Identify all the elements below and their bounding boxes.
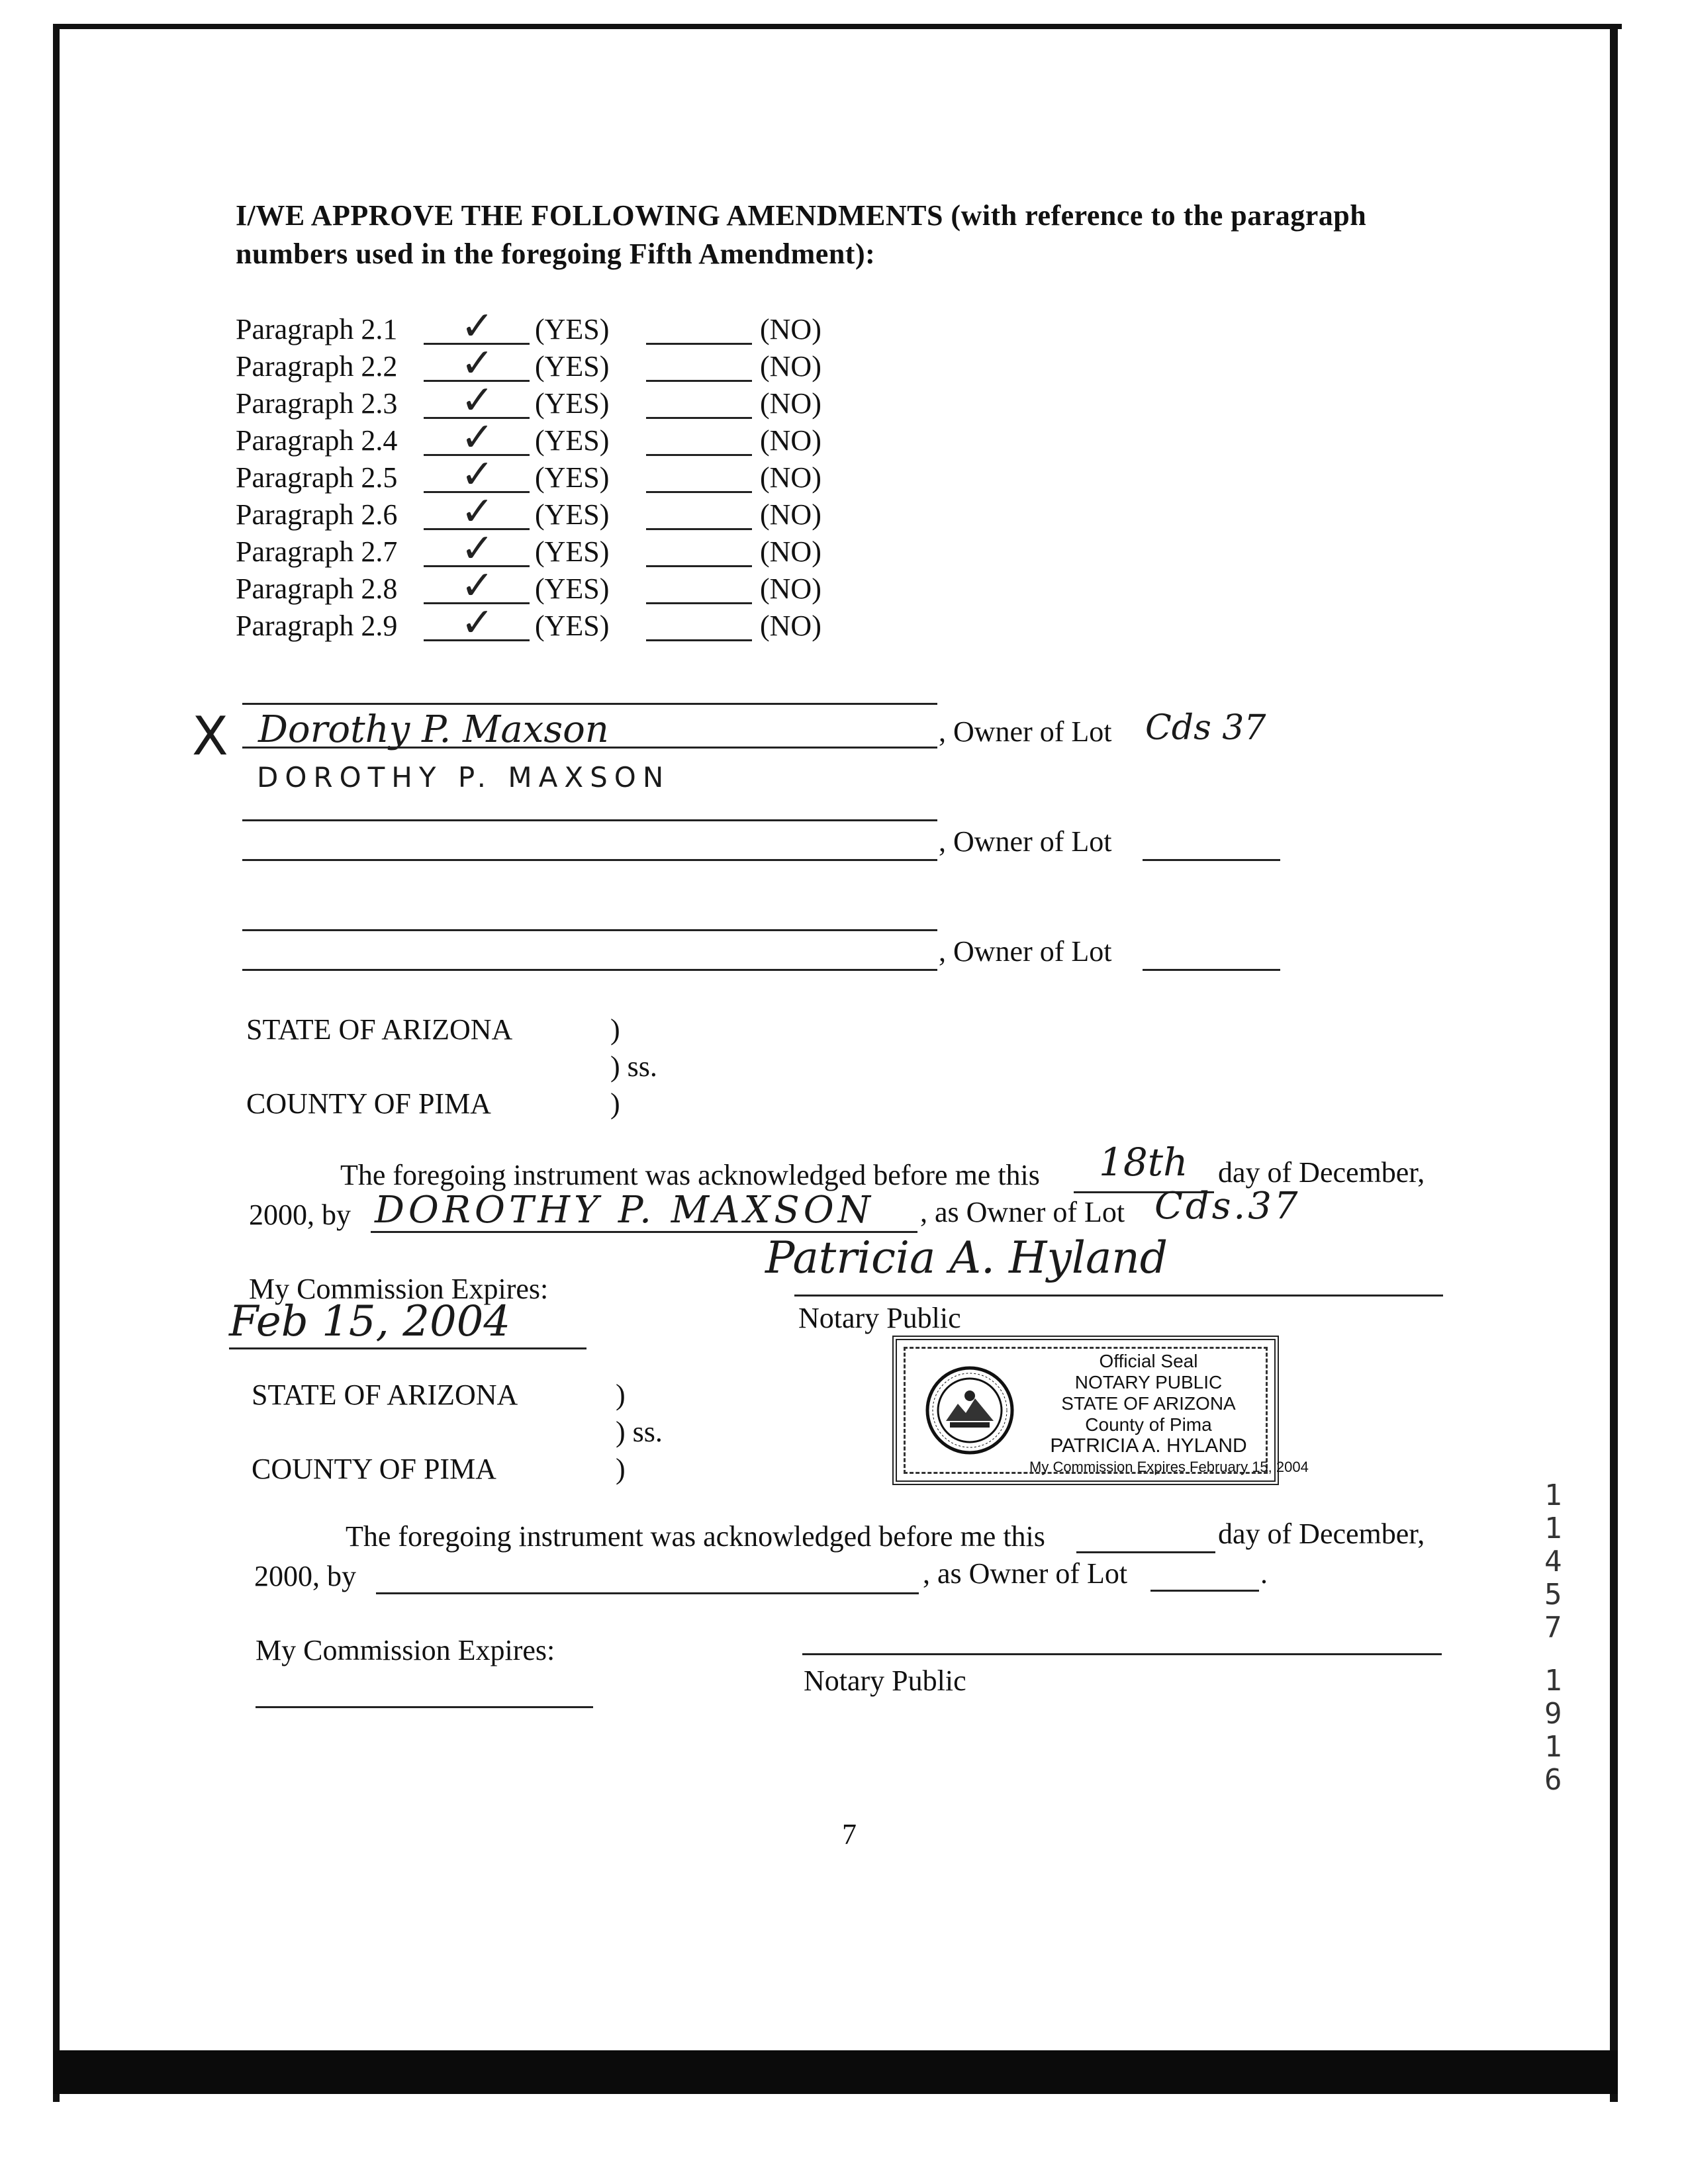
no-blank[interactable] [646, 528, 752, 530]
seal-text [1029, 1351, 1309, 1478]
no-blank[interactable] [646, 454, 752, 456]
owner-lot-blank-2[interactable] [1143, 859, 1280, 861]
check-mark-icon: ✓ [461, 414, 494, 461]
page-border-bottom [53, 2050, 1618, 2094]
side-stamp-digit: 6 [1544, 1763, 1562, 1797]
side-stamp-digit: 1 [1544, 1730, 1562, 1764]
ack1-text-1: The foregoing instrument was acknowledged before me this [340, 1159, 1040, 1191]
ack1-commission-line [229, 1347, 586, 1349]
ack2-text-1: The foregoing instrument was acknowledged before me this [346, 1520, 1045, 1553]
ack1-text-2: day of December, [1218, 1156, 1425, 1189]
ack2-period: . [1260, 1557, 1268, 1590]
ack1-county: COUNTY OF PIMA [246, 1087, 491, 1120]
no-blank[interactable] [646, 380, 752, 382]
no-label: (NO) [760, 313, 821, 345]
check-mark-icon: ✓ [461, 377, 494, 424]
no-label: (NO) [760, 387, 821, 420]
paragraph-label: Paragraph 2.3 [236, 387, 398, 420]
owner-lot-value-1: Cds 37 [1145, 708, 1266, 748]
ack1-paren-bottom: ) [610, 1087, 620, 1120]
ack1-commission-value: Feb 15, 2004 [229, 1297, 511, 1346]
side-stamp-digit: 5 [1544, 1578, 1562, 1612]
seal-line-2: NOTARY PUBLIC [1074, 1372, 1223, 1392]
check-mark-icon: ✓ [461, 525, 494, 572]
ack1-state: STATE OF ARIZONA [246, 1013, 513, 1046]
no-blank[interactable] [646, 602, 752, 604]
check-mark-icon: ✓ [461, 303, 494, 349]
yes-label: (YES) [535, 498, 610, 531]
owner-printed-name-1: DOROTHY P. MAXSON [257, 761, 671, 794]
ack2-paren-top: ) [616, 1379, 626, 1411]
ack2-commission-label: My Commission Expires: [256, 1634, 555, 1666]
check-mark-icon: ✓ [461, 600, 494, 646]
owner-signature-line-2a [242, 819, 937, 821]
ack1-as-owner: , as Owner of Lot [920, 1196, 1125, 1228]
yes-label: (YES) [535, 313, 610, 345]
owner-of-lot-label: , Owner of Lot [939, 825, 1112, 858]
ack1-commission-label: My Commission Expires: [249, 1273, 549, 1305]
ack1-name-value: DOROTHY P. MAXSON [375, 1189, 874, 1232]
no-blank[interactable] [646, 417, 752, 419]
owner-lot-blank-3[interactable] [1143, 969, 1280, 971]
yes-label: (YES) [535, 424, 610, 457]
ack2-year-by: 2000, by [254, 1560, 356, 1592]
page-border-left [53, 24, 60, 2102]
ack2-text-2: day of December, [1218, 1518, 1425, 1550]
ack2-commission-line[interactable] [256, 1706, 593, 1708]
paragraph-label: Paragraph 2.9 [236, 610, 398, 642]
yes-label: (YES) [535, 350, 610, 383]
ack2-ss: ) ss. [616, 1416, 663, 1448]
page-border-top [53, 24, 1622, 29]
seal-line-5: PATRICIA A. HYLAND [1050, 1435, 1247, 1457]
no-label: (NO) [760, 461, 821, 494]
arizona-state-seal-icon [923, 1364, 1016, 1457]
ack1-notary-label: Notary Public [798, 1302, 961, 1334]
ack2-day-blank[interactable] [1076, 1551, 1215, 1553]
paragraph-label: Paragraph 2.5 [236, 461, 398, 494]
heading-line-2: numbers used in the foregoing Fifth Amendment): [236, 238, 876, 270]
no-label: (NO) [760, 610, 821, 642]
no-label: (NO) [760, 498, 821, 531]
yes-label: (YES) [535, 610, 610, 642]
no-label: (NO) [760, 350, 821, 383]
notary-seal-stamp [892, 1336, 1309, 1485]
yes-label: (YES) [535, 461, 610, 494]
side-stamp-digit: 1 [1544, 1664, 1562, 1698]
yes-label: (YES) [535, 387, 610, 420]
ack2-as-owner: , as Owner of Lot [923, 1557, 1128, 1590]
seal-line-1: Official Seal [1099, 1351, 1198, 1371]
no-blank[interactable] [646, 491, 752, 493]
paragraph-label: Paragraph 2.4 [236, 424, 398, 457]
check-mark-icon: ✓ [461, 340, 494, 387]
ack2-paren-bottom: ) [616, 1453, 626, 1485]
seal-line-3: STATE OF ARIZONA [1061, 1393, 1236, 1414]
owner-signature-1: Dorothy P. Maxson [258, 708, 609, 751]
side-stamp-digit: 1 [1544, 1512, 1562, 1545]
owner-signature-line-3[interactable] [242, 969, 937, 971]
yes-label: (YES) [535, 535, 610, 568]
signature-x-mark: X [192, 705, 228, 767]
owner-signature-line-1[interactable] [242, 747, 937, 749]
ack1-notary-signature: Patricia A. Hyland [765, 1232, 1168, 1283]
ack1-lot-value: Cds.37 [1154, 1185, 1301, 1228]
no-blank[interactable] [646, 343, 752, 345]
paragraph-label: Paragraph 2.8 [236, 572, 398, 605]
owner-of-lot-label: , Owner of Lot [939, 715, 1112, 748]
check-mark-icon: ✓ [461, 451, 494, 498]
no-label: (NO) [760, 535, 821, 568]
owner-signature-line-top [242, 703, 937, 705]
no-label: (NO) [760, 424, 821, 457]
ack2-lot-blank[interactable] [1150, 1590, 1259, 1592]
paragraph-label: Paragraph 2.1 [236, 313, 398, 345]
side-stamp-digit: 7 [1544, 1611, 1562, 1645]
ack2-notary-line[interactable] [802, 1653, 1442, 1655]
ack2-notary-label: Notary Public [804, 1664, 966, 1697]
ack1-notary-line[interactable] [794, 1295, 1443, 1297]
check-mark-icon: ✓ [461, 488, 494, 535]
side-stamp-digit: 4 [1544, 1545, 1562, 1578]
ack1-paren-top: ) [610, 1013, 620, 1046]
paragraph-label: Paragraph 2.2 [236, 350, 398, 383]
no-blank[interactable] [646, 565, 752, 567]
owner-of-lot-label: , Owner of Lot [939, 935, 1112, 968]
no-label: (NO) [760, 572, 821, 605]
ack2-name-blank[interactable] [376, 1592, 919, 1594]
side-stamp-digit: 9 [1544, 1697, 1562, 1731]
no-blank[interactable] [646, 639, 752, 641]
ack1-year-by: 2000, by [249, 1199, 351, 1231]
ack1-day-value: 18th [1099, 1140, 1188, 1185]
seal-line-4: County of Pima [1085, 1414, 1212, 1435]
yes-label: (YES) [535, 572, 610, 605]
ack1-ss: ) ss. [610, 1050, 657, 1083]
owner-signature-line-3a [242, 929, 937, 931]
seal-line-6: My Commission Expires February 15, 2004 [1029, 1459, 1309, 1475]
paragraph-label: Paragraph 2.7 [236, 535, 398, 568]
check-mark-icon: ✓ [461, 563, 494, 609]
page-number: 7 [842, 1818, 857, 1850]
side-stamp-digit: 1 [1544, 1479, 1562, 1512]
ack2-state: STATE OF ARIZONA [252, 1379, 518, 1411]
ack2-county: COUNTY OF PIMA [252, 1453, 496, 1485]
owner-signature-line-2[interactable] [242, 859, 937, 861]
page-border-right [1610, 24, 1618, 2102]
heading-line-1: I/WE APPROVE THE FOLLOWING AMENDMENTS (with reference to the paragraph [236, 199, 1367, 232]
paragraph-label: Paragraph 2.6 [236, 498, 398, 531]
